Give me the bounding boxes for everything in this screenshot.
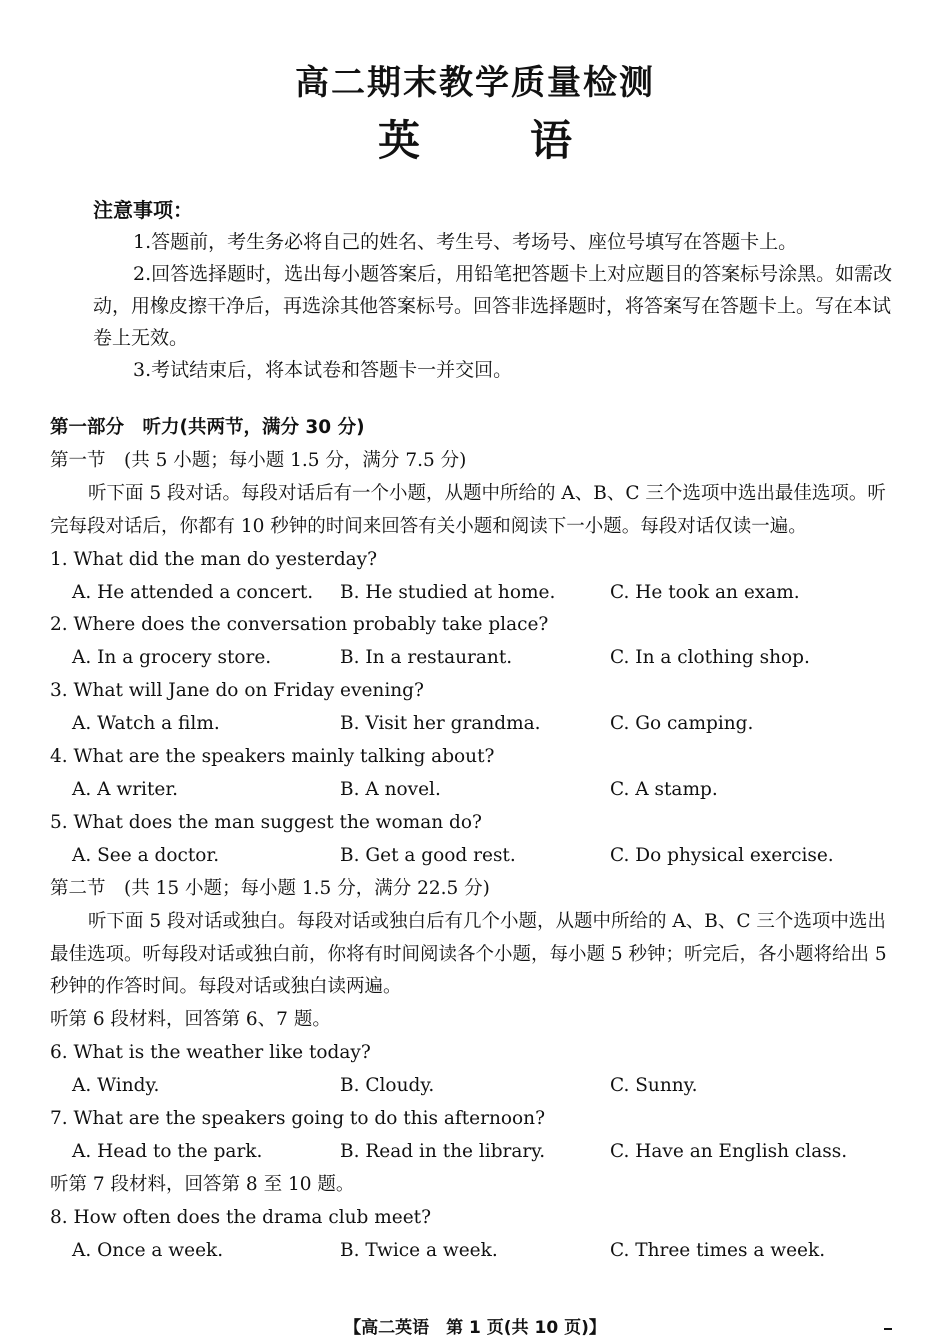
option-a: A. Windy.	[72, 1075, 160, 1097]
question-block	[50, 807, 895, 873]
subject-title: 英语	[377, 116, 682, 165]
notice-item: 2.回答选择题时，选出每小题答案后，用铅笔把答题卡上对应题目的答案标号涂黑。如需改动，用橡皮擦干净后，再选涂其他答案标号。回答非选择题时，将答案写在答题卡上。写在本试卷上无效。	[93, 263, 893, 349]
option-a: A. Watch a film.	[72, 713, 220, 735]
question-stem: 6. What is the weather like today?	[50, 1042, 371, 1064]
option-b: B. Twice a week.	[340, 1239, 498, 1261]
option-b: B. In a restaurant.	[340, 647, 513, 669]
section-heading: 第一节 (共 5 小题；每小题 1.5 分，满分 7.5 分)	[50, 449, 467, 471]
question-block	[50, 741, 895, 807]
option-a: A. See a doctor.	[72, 844, 220, 866]
option-b: B. Visit her grandma.	[340, 713, 541, 735]
option-row	[50, 1235, 895, 1268]
option-c: C. Have an English class.	[610, 1140, 848, 1162]
option-c: C. Do physical exercise.	[610, 844, 834, 866]
page-footer: 【高二英语 第 1 页(共 10 页)】	[344, 1318, 606, 1338]
option-c: C. A stamp.	[610, 778, 718, 800]
section-instructions: 听下面 5 段对话或独白。每段对话或独白后有几个小题，从题中所给的 A、B、C 三个选项中选出最佳选项。听每段对话或独白前，你将有时间阅读各个小题，每小题 5 秒钟；听完后，各小题将给出 5 秒钟的作答时间。每段对话或独白读两遍。	[50, 910, 887, 998]
question-stem: 7. What are the speakers going to do this afternoon?	[50, 1108, 545, 1130]
question-block	[50, 1103, 895, 1169]
material-note: 听第 7 段材料，回答第 8 至 10 题。	[50, 1173, 355, 1195]
section-heading: 第二节 (共 15 小题；每小题 1.5 分，满分 22.5 分)	[50, 877, 490, 899]
question-block	[50, 609, 895, 675]
question-stem: 3. What will Jane do on Friday evening?	[50, 680, 424, 702]
notice-item: 1.答题前，考生务必将自己的姓名、考生号、考场号、座位号填写在答题卡上。	[133, 231, 798, 253]
question-block	[50, 544, 895, 610]
section-instructions: 听下面 5 段对话。每段对话后有一个小题，从题中所给的 A、B、C 三个选项中选出最佳选项。听完每段对话后，你都有 10 秒钟的时间来回答有关小题和阅读下一小题。每段对话仅读一遍。	[50, 482, 886, 537]
question-stem: 8. How often does the drama club meet?	[50, 1206, 432, 1228]
question-block	[50, 1037, 895, 1103]
corner-mark	[884, 1328, 892, 1330]
option-a: A. Once a week.	[72, 1239, 224, 1261]
option-c: C. He took an exam.	[610, 581, 800, 603]
option-a: A. Head to the park.	[72, 1140, 263, 1162]
option-a: A. In a grocery store.	[72, 647, 272, 669]
listening-part	[50, 412, 895, 1268]
option-row	[50, 708, 895, 741]
question-stem: 4. What are the speakers mainly talking about?	[50, 746, 495, 768]
option-b: B. Cloudy.	[340, 1075, 435, 1097]
material-note: 听第 6 段材料，回答第 6、7 题。	[50, 1009, 331, 1031]
option-b: B. Get a good rest.	[340, 844, 516, 866]
notice-list	[93, 226, 893, 386]
question-stem: 5. What does the man suggest the woman do?	[50, 811, 482, 833]
notice-item: 3.考试结束后，将本试卷和答题卡一并交回。	[133, 359, 513, 381]
option-row	[50, 577, 895, 610]
option-a: A. A writer.	[72, 778, 179, 800]
option-b: B. Read in the library.	[340, 1140, 546, 1162]
option-row	[50, 642, 895, 675]
option-row	[50, 774, 895, 807]
part-heading: 第一部分 听力(共两节，满分 30 分)	[50, 417, 365, 438]
option-a: A. He attended a concert.	[72, 581, 314, 603]
option-c: C. Go camping.	[610, 713, 754, 735]
option-row	[50, 1070, 895, 1103]
option-c: C. Three times a week.	[610, 1239, 826, 1261]
option-row	[50, 840, 895, 873]
option-b: B. He studied at home.	[340, 581, 556, 603]
exam-title: 高二期末教学质量检测	[295, 63, 655, 103]
option-c: C. In a clothing shop.	[610, 647, 810, 669]
question-stem: 2. Where does the conversation probably take place?	[50, 614, 549, 636]
question-block	[50, 675, 895, 741]
notice-heading: 注意事项：	[93, 198, 193, 222]
question-block	[50, 1202, 895, 1268]
option-row	[50, 1136, 895, 1169]
question-stem: 1. What did the man do yesterday?	[50, 548, 378, 570]
option-c: C. Sunny.	[610, 1075, 698, 1097]
option-b: B. A novel.	[340, 778, 441, 800]
